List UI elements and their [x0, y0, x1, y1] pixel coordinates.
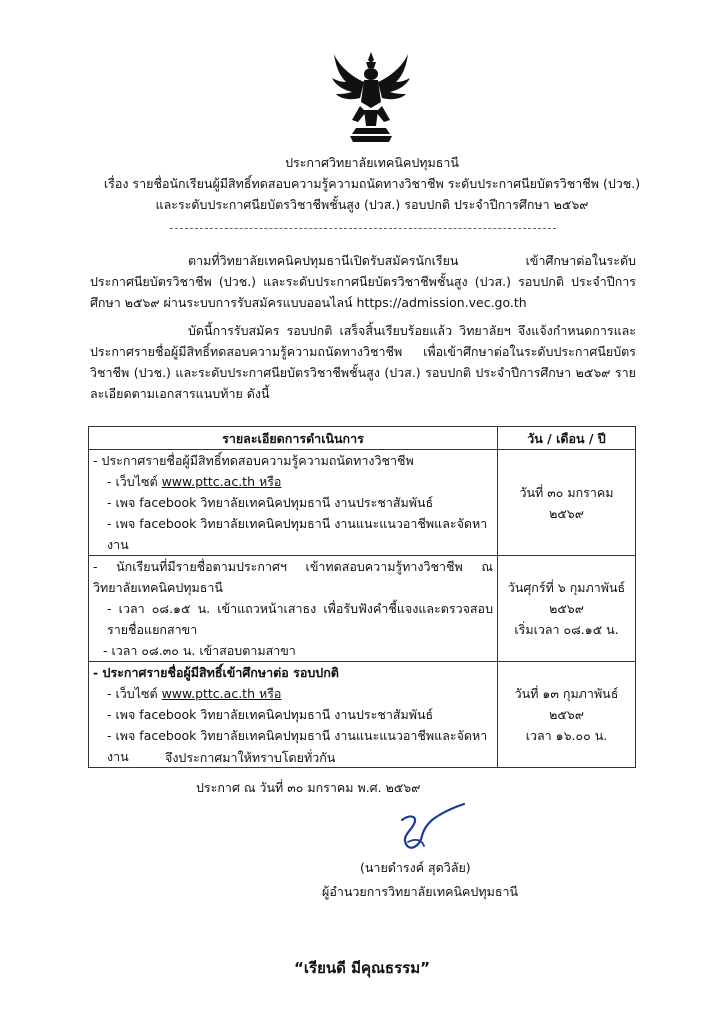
- paragraph-detail: บัดนี้การรับสมัคร รอบปกติ เสร็จสิ้นเรียบร้อยแล้ว วิทยาลัยฯ จึงแจ้งกำหนดการและประกาศรายชื่อผู้มีสิทธิ์ทดสอบความรู้ความถนัดทางวิชาชีพ เพื่อเข้าศึกษาต่อในระดับประกาศนียบัตรวิชาชีพ (ปวช.) และระดับประกาศนียบัตรวิชาชีพชั้นสูง (ปวส.) รอบปกติ ประจำปีการศึกษา ๒๕๖๙ รายละเอียดตามเอกสารแนบท้าย ดังนี้: [90, 323, 636, 401]
- schedule-item: - เวลา ๐๘.๑๕ น. เข้าแถวหน้าเสาธง เพื่อรับฟังคำชี้แจงและตรวจสอบรายชื่อแยกสาขา: [107, 601, 493, 637]
- announcement-date: ประกาศ ณ วันที่ ๓๐ มกราคม พ.ศ. ๒๕๖๙: [196, 780, 421, 795]
- handwritten-signature-icon: [388, 802, 468, 857]
- website-link[interactable]: www.pttc.ac.th หรือ: [161, 686, 282, 701]
- schedule-table: [88, 426, 636, 768]
- row-date-line: วันที่ ๑๓ กุมภาพันธ์ ๒๕๖๙: [514, 686, 619, 722]
- row-details: [89, 556, 498, 662]
- website-link[interactable]: www.pttc.ac.th หรือ: [161, 474, 282, 489]
- paragraph-intro: ตามที่วิทยาลัยเทคนิคปทุมธานีเปิดรับสมัครนักเรียน เข้าศึกษาต่อในระดับประกาศนียบัตรวิชาชีพ (ปวช.) และระดับประกาศนียบัตรวิชาชีพชั้นสูง (ปวส.) รอบปกติ ประจำปีการศึกษา ๒๕๖๙ ผ่านระบบการรับสมัครแบบออนไลน์ https://admission.vec.go.th: [90, 253, 636, 310]
- college-motto: “เรียนดี มีคุณธรรม”: [294, 959, 430, 977]
- facebook-guidance-line: - เพจ facebook วิทยาลัยเทคนิคปทุมธานี งานแนะแนวอาชีพและจัดหางาน: [107, 516, 488, 552]
- row-date: [498, 556, 636, 662]
- column-header-date: วัน / เดือน / ปี: [498, 427, 636, 450]
- row-title: - ประกาศรายชื่อผู้มีสิทธิ์เข้าศึกษาต่อ รอบปกติ: [93, 665, 339, 680]
- row-date-line: วันศุกร์ที่ ๖ กุมภาพันธ์ ๒๕๖๙: [507, 580, 626, 616]
- row-title: - นักเรียนที่มีรายชื่อตามประกาศฯ เข้าทดสอบความรู้ทางวิชาชีพ ณ วิทยาลัยเทคนิคปทุมธานี: [93, 559, 493, 595]
- announcement-issuer: ประกาศวิทยาลัยเทคนิคปทุมธานี: [285, 155, 459, 170]
- table-header-row: [89, 427, 636, 450]
- announcement-subject-cont: และระดับประกาศนียบัตรวิชาชีพชั้นสูง (ปวส.) รอบปกติ ประจำปีการศึกษา ๒๕๖๙: [155, 197, 589, 212]
- row-time-line: เริ่มเวลา ๐๘.๑๕ น.: [514, 622, 619, 637]
- announcement-subject: เรื่อง รายชื่อนักเรียนผู้มีสิทธิ์ทดสอบความรู้ความถนัดทางวิชาชีพ ระดับประกาศนียบัตรวิชาชีพ (ปวช.): [103, 176, 641, 191]
- table-row: [89, 450, 636, 556]
- facebook-pr-line: - เพจ facebook วิทยาลัยเทคนิคปทุมธานี งานประชาสัมพันธ์: [107, 707, 434, 722]
- facebook-guidance-line: - เพจ facebook วิทยาลัยเทคนิคปทุมธานี งานแนะแนวอาชีพและจัดหางาน: [107, 728, 488, 764]
- schedule-item: - เวลา ๐๘.๓๐ น. เข้าสอบตามสาขา: [103, 643, 296, 658]
- row-date: [498, 662, 636, 768]
- row-date: วันที่ ๓๐ มกราคม ๒๕๖๙: [498, 450, 636, 556]
- signer-name: (นายดำรงค์ สุดวิลัย): [360, 860, 471, 875]
- row-details: [89, 450, 498, 556]
- column-header-details: รายละเอียดการดำเนินการ: [89, 427, 498, 450]
- header-divider: [170, 228, 556, 229]
- garuda-emblem-icon: [330, 50, 412, 145]
- website-line: [93, 471, 493, 492]
- announcement-header: [60, 152, 684, 215]
- website-line: [93, 683, 493, 704]
- website-prefix: - เว็บไซต์: [107, 686, 162, 701]
- website-prefix: - เว็บไซต์: [107, 474, 162, 489]
- table-row: [89, 556, 636, 662]
- row-time-line: เวลา ๑๖.๐๐ น.: [525, 728, 608, 743]
- signer-position: ผู้อำนวยการวิทยาลัยเทคนิคปทุมธานี: [322, 884, 519, 899]
- row-title: - ประกาศรายชื่อผู้มีสิทธิ์ทดสอบความรู้ความถนัดทางวิชาชีพ: [93, 453, 414, 468]
- closing-statement: จึงประกาศมาให้ทราบโดยทั่วกัน: [165, 750, 336, 765]
- facebook-pr-line: - เพจ facebook วิทยาลัยเทคนิคปทุมธานี งานประชาสัมพันธ์: [107, 495, 434, 510]
